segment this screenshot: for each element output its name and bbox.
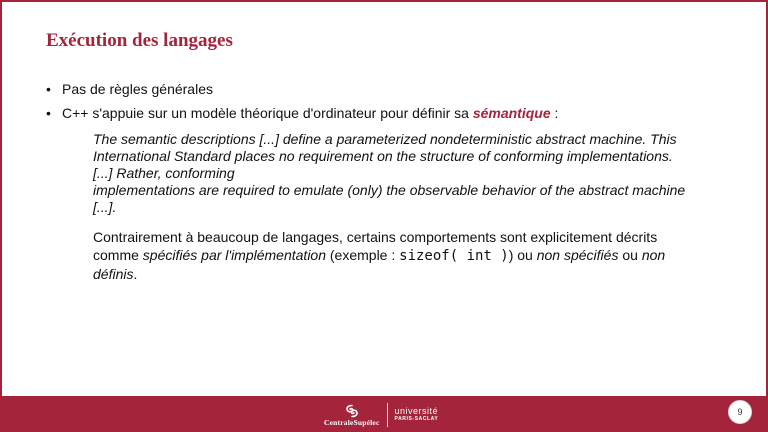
para-text: (exemple : — [326, 247, 400, 263]
logo-divider — [387, 403, 388, 427]
quote-line: implementations are required to emulate (only) the observable behavior of the abstract machine — [93, 182, 686, 198]
explanation-paragraph — [93, 228, 743, 283]
quote-line: International Standard places no requirement on the structure of conforming implementations. — [93, 148, 673, 164]
slide-title: Exécution des langages — [46, 30, 233, 51]
bullet-dot-icon: • — [46, 105, 51, 121]
para-italic: non — [641, 247, 666, 263]
quote-line: [...]. — [93, 199, 117, 215]
bullet-dot-icon: • — [46, 81, 51, 97]
para-text: ) ou — [508, 247, 537, 263]
bullet-list — [46, 81, 746, 129]
para-line — [93, 265, 743, 283]
page-number: 9 — [728, 400, 752, 424]
para-line: Contrairement à beaucoup de langages, certains comportements sont explicitement décrits — [93, 229, 658, 245]
partner-name: université — [394, 406, 439, 416]
partner-subtitle: PARIS-SACLAY — [394, 416, 439, 422]
footer-bar — [2, 396, 768, 432]
standard-quote — [93, 131, 743, 216]
bullet-item — [46, 105, 746, 129]
para-line — [93, 246, 743, 265]
para-text: comme — [93, 247, 143, 263]
code-snippet: sizeof( int ) — [399, 248, 509, 264]
bullet-text: Pas de règles générales — [62, 81, 213, 97]
para-italic: spécifiés par l'implémentation — [142, 247, 326, 263]
paris-saclay-logo — [395, 407, 439, 423]
para-text: ou — [618, 247, 642, 263]
brand-name: CentraleSupélec — [324, 417, 380, 427]
footer-logos — [324, 402, 438, 428]
quote-line: [...] Rather, conforming — [93, 165, 235, 181]
bullet-item — [46, 81, 746, 105]
centralesupelec-logo — [324, 404, 380, 427]
para-italic: définis — [93, 266, 134, 282]
para-text: . — [133, 266, 138, 282]
para-italic: non spécifiés — [536, 247, 619, 263]
bullet-text-end: : — [550, 105, 559, 121]
centralesupelec-swirl-icon — [343, 404, 361, 418]
bullet-text: C++ s'appuie sur un modèle théorique d'ordinateur pour définir sa — [62, 105, 473, 121]
quote-line: The semantic descriptions [...] define a parameterized nondeterministic abstract machine. This — [93, 131, 677, 147]
bullet-emphasis: sémantique — [472, 105, 551, 121]
